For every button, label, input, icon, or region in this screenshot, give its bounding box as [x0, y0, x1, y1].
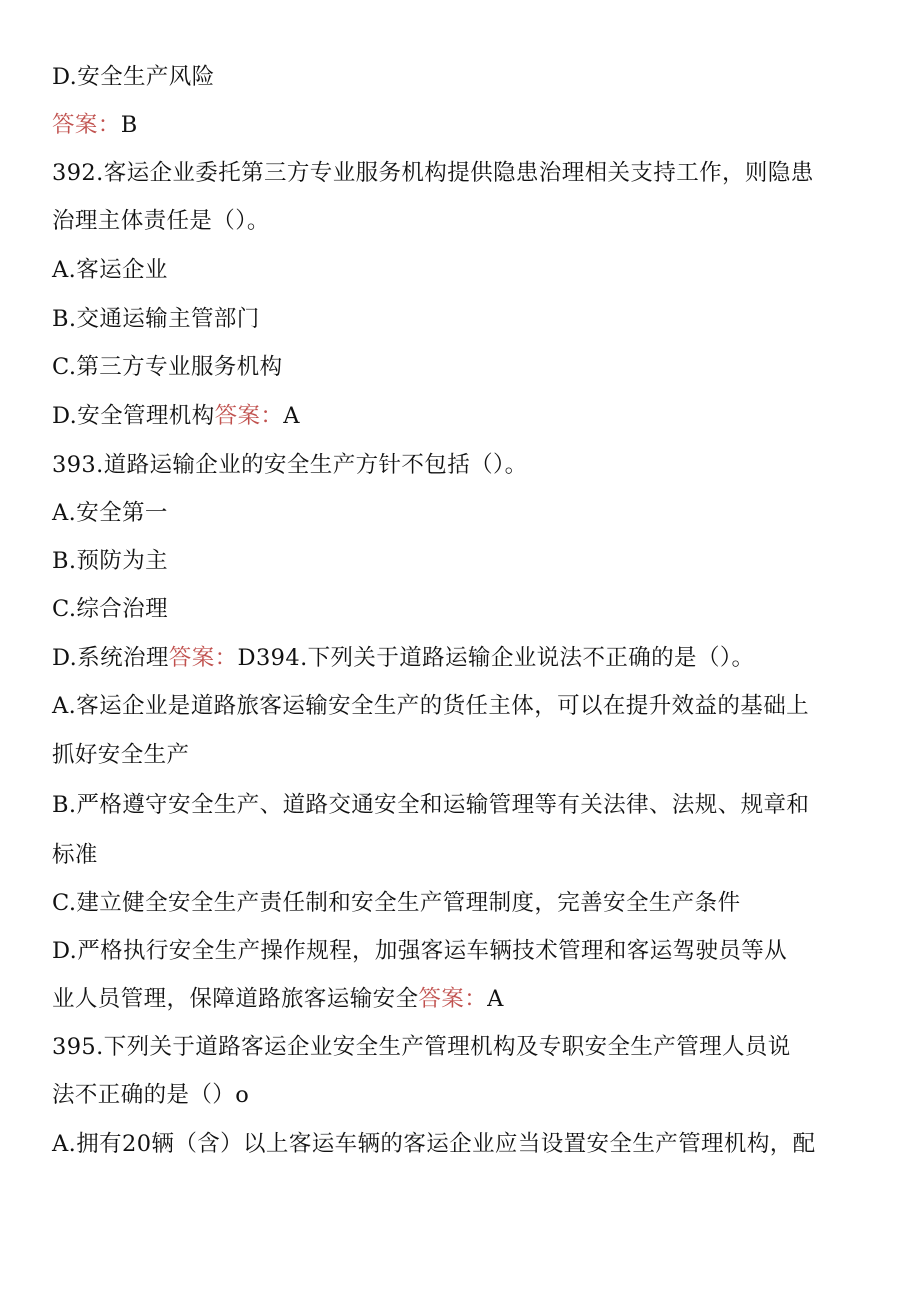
- option-line: [52, 936, 787, 966]
- option-line: [52, 984, 504, 1014]
- line-text: D.严格执行安全生产操作规程，加强客运车辆技术管理和客运驾驶员等从: [52, 938, 788, 964]
- option-line: [52, 352, 282, 382]
- option-line: [52, 888, 740, 918]
- line-text: A.客运企业是道路旅客运输安全生产的货任主体，可以在提升效益的基础上: [52, 693, 810, 719]
- option-line: [52, 304, 260, 334]
- option-line: [52, 1129, 816, 1159]
- line-text: A.客运企业: [52, 257, 168, 283]
- question-line: [52, 158, 814, 188]
- question-line: [52, 450, 528, 480]
- answer-value: A: [487, 986, 504, 1012]
- option-line: [52, 691, 809, 721]
- line-text: 392.客运企业委托第三方专业服务机构提供隐患治理相关支持工作，则隐患: [52, 160, 814, 186]
- option-line: [52, 643, 754, 673]
- answer-value: A: [283, 403, 300, 429]
- line-text: 393.道路运输企业的安全生产方针不包括（）。: [52, 452, 528, 478]
- line-text: 业人员管理，保障道路旅客运输安全: [52, 986, 419, 1012]
- option-line: [52, 740, 189, 770]
- answer-label: 答案：: [214, 403, 284, 429]
- option-line: [52, 790, 809, 820]
- question-line: [52, 1080, 249, 1110]
- line-text: A.拥有20辆（含）以上客运车辆的客运企业应当设置安全生产管理机构，配: [52, 1131, 816, 1157]
- line-text: D394.下列关于道路运输企业说法不正确的是（）。: [237, 645, 755, 671]
- line-text: 治理主体责任是（）。: [52, 208, 270, 234]
- answer-label: 答案：: [418, 986, 488, 1012]
- line-text: C.第三方专业服务机构: [52, 354, 283, 380]
- answer-line: [52, 110, 138, 140]
- option-line: [52, 255, 168, 285]
- option-line: [52, 62, 215, 92]
- option-line: [52, 840, 98, 870]
- line-text: B.严格遵守安全生产、道路交通安全和运输管理等有关法律、法规、规章和: [52, 792, 810, 818]
- line-text: 法不正确的是（）o: [52, 1082, 250, 1108]
- option-line: [52, 594, 168, 624]
- line-text: D.安全生产风险: [52, 64, 215, 90]
- line-text: 抓好安全生产: [52, 742, 190, 768]
- answer-label: 答案：: [52, 112, 121, 138]
- line-text: B.交通运输主管部门: [52, 306, 260, 332]
- option-line: [52, 546, 168, 576]
- question-line: [52, 206, 270, 236]
- option-line: [52, 498, 168, 528]
- answer-value: B: [120, 112, 138, 138]
- line-text: B.预防为主: [52, 548, 169, 574]
- line-text: C.综合治理: [52, 596, 168, 622]
- line-text: 395.下列关于道路客运企业安全生产管理机构及专职安全生产管理人员说: [52, 1034, 791, 1060]
- line-text: 标准: [52, 842, 98, 868]
- option-line: [52, 401, 300, 431]
- question-line: [52, 1032, 791, 1062]
- line-text: A.安全第一: [52, 500, 168, 526]
- line-text: D.安全管理机构: [52, 403, 215, 429]
- line-text: D.系统治理: [52, 645, 169, 671]
- line-text: C.建立健全安全生产责任制和安全生产管理制度，完善安全生产条件: [52, 890, 741, 916]
- answer-label: 答案：: [168, 645, 238, 671]
